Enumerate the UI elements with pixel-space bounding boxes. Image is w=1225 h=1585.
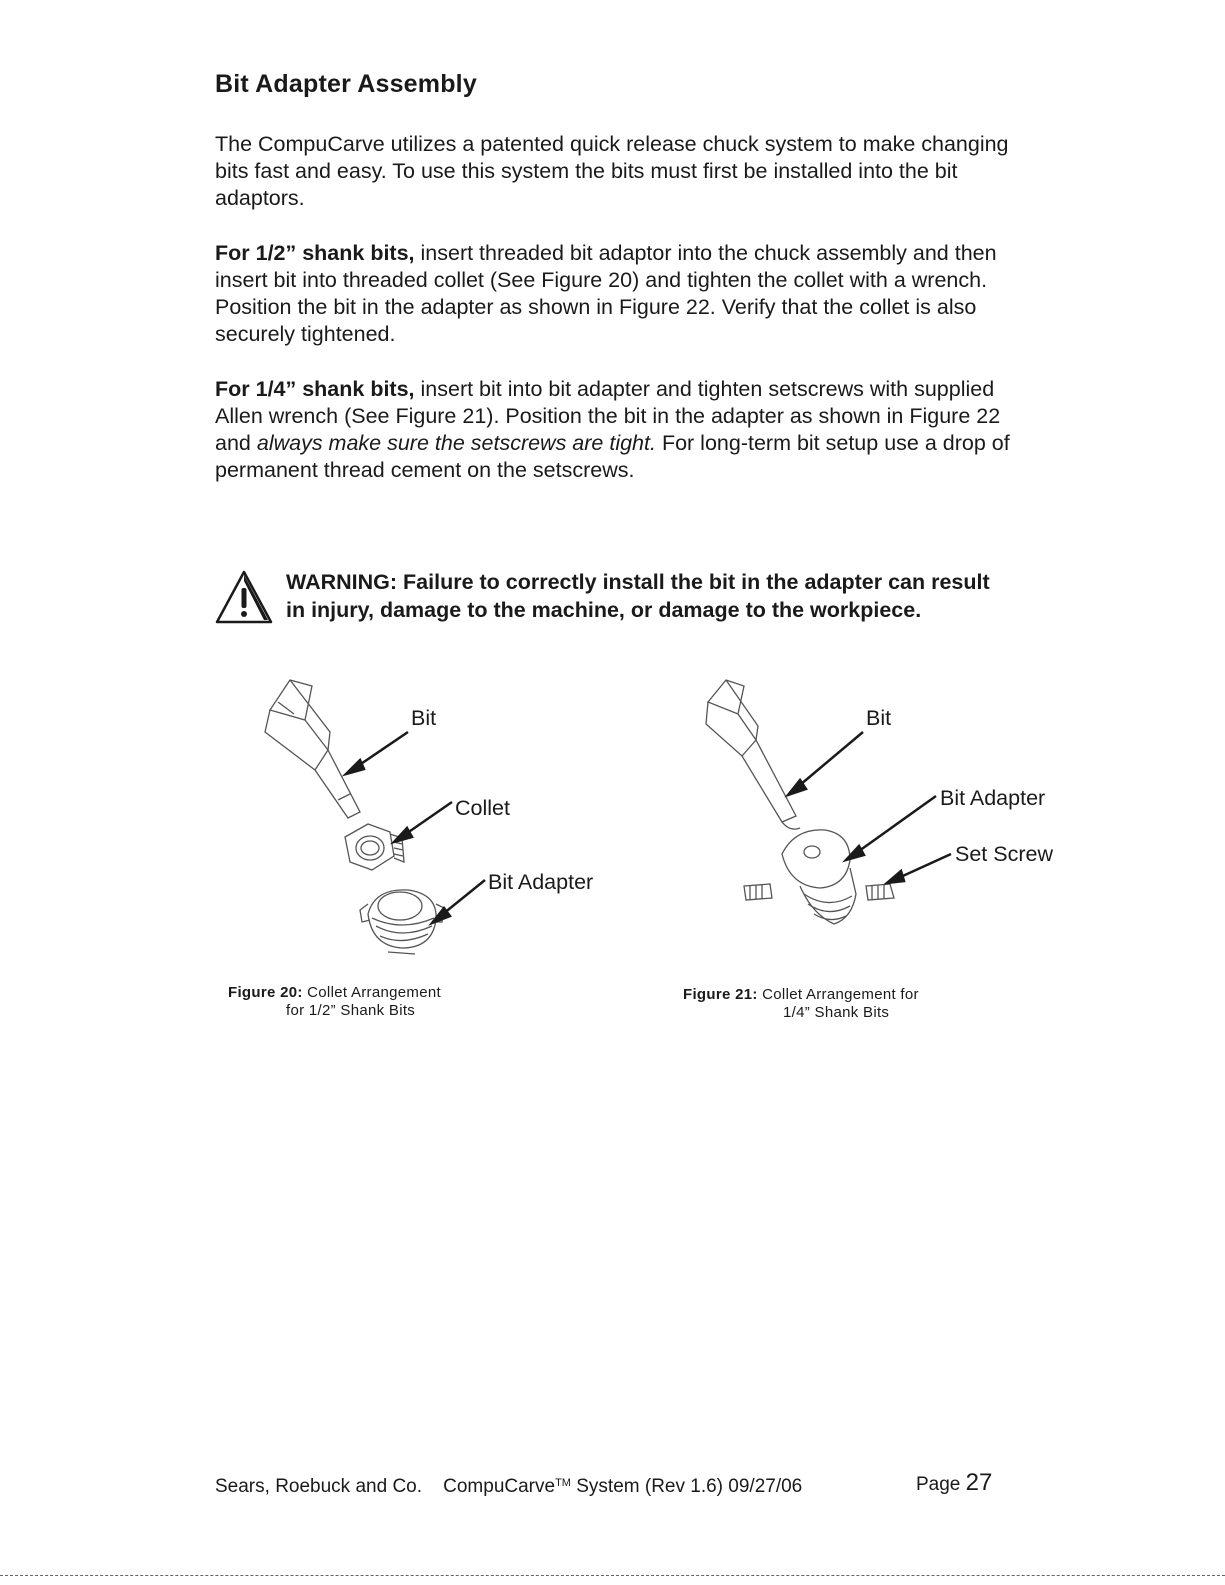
quarter-inch-emphasis: always make sure the setscrews are tight. <box>256 431 656 455</box>
quarter-inch-lead: For 1/4” shank bits, <box>215 377 415 401</box>
quarter-inch-body-1: insert bit into bit adapter and tighten setscrews with supplied Allen wrench (See Figure 21). Position the bit in the adapter as shown in Figure 22 and <box>215 377 1001 455</box>
warning-text: WARNING: Failure to correctly install the bit in the adapter can result in injury, damage to the machine, or damage to the workpiece. <box>286 570 990 622</box>
figure-21-caption-number: Figure 21: <box>683 986 758 1003</box>
page-footer <box>215 1471 802 1499</box>
footer-page-value: 27 <box>965 1469 993 1496</box>
figure-20-label-collet: Collet <box>455 796 510 820</box>
footer-product: CompuCarve <box>443 1476 556 1497</box>
footer-trademark: TM <box>555 1477 571 1489</box>
figure-21-label-bit-adapter: Bit Adapter <box>940 786 1046 810</box>
bottom-scan-edge <box>0 1575 1225 1576</box>
figure-21-caption-line2: 1/4” Shank Bits <box>783 1004 890 1021</box>
figure-21-label-set-screw: Set Screw <box>955 842 1053 866</box>
footer-page-label: Page <box>916 1474 961 1495</box>
figure-20-caption-line2: for 1/2” Shank Bits <box>286 1002 416 1019</box>
footer-company: Sears, Roebuck and Co. <box>215 1476 423 1497</box>
intro-paragraph: The CompuCarve utilizes a patented quick release chuck system to make changing bits fast and easy. To use this system the bits must first be installed into the bit adaptors. <box>215 132 1009 210</box>
footer-revision: System (Rev 1.6) 09/27/06 <box>576 1476 803 1497</box>
half-inch-lead: For 1/2” shank bits, <box>215 241 415 265</box>
figure-20-label-bit: Bit <box>411 706 437 730</box>
figure-21-label-bit: Bit <box>866 706 892 730</box>
figure-20-caption <box>228 984 441 1020</box>
quarter-inch-body-2: For long-term bit setup use a drop of permanent thread cement on the setscrews. <box>215 431 1010 482</box>
footer-page-number <box>916 1469 992 1497</box>
half-inch-body: insert threaded bit adaptor into the chuck assembly and then insert bit into threaded collet (See Figure 20) and tighten the collet with a wrench. Position the bit in the adapter as shown in Figure 22. Verify that the collet is also securely tightened. <box>215 241 997 346</box>
figure-21-caption-line1: Collet Arrangement for <box>762 986 919 1003</box>
figure-20-caption-line1: Collet Arrangement <box>307 984 441 1001</box>
section-heading: Bit Adapter Assembly <box>215 70 477 98</box>
figure-20-label-bit-adapter: Bit Adapter <box>488 870 594 894</box>
figure-20-caption-number: Figure 20: <box>228 984 303 1001</box>
figure-21-caption <box>683 986 919 1022</box>
